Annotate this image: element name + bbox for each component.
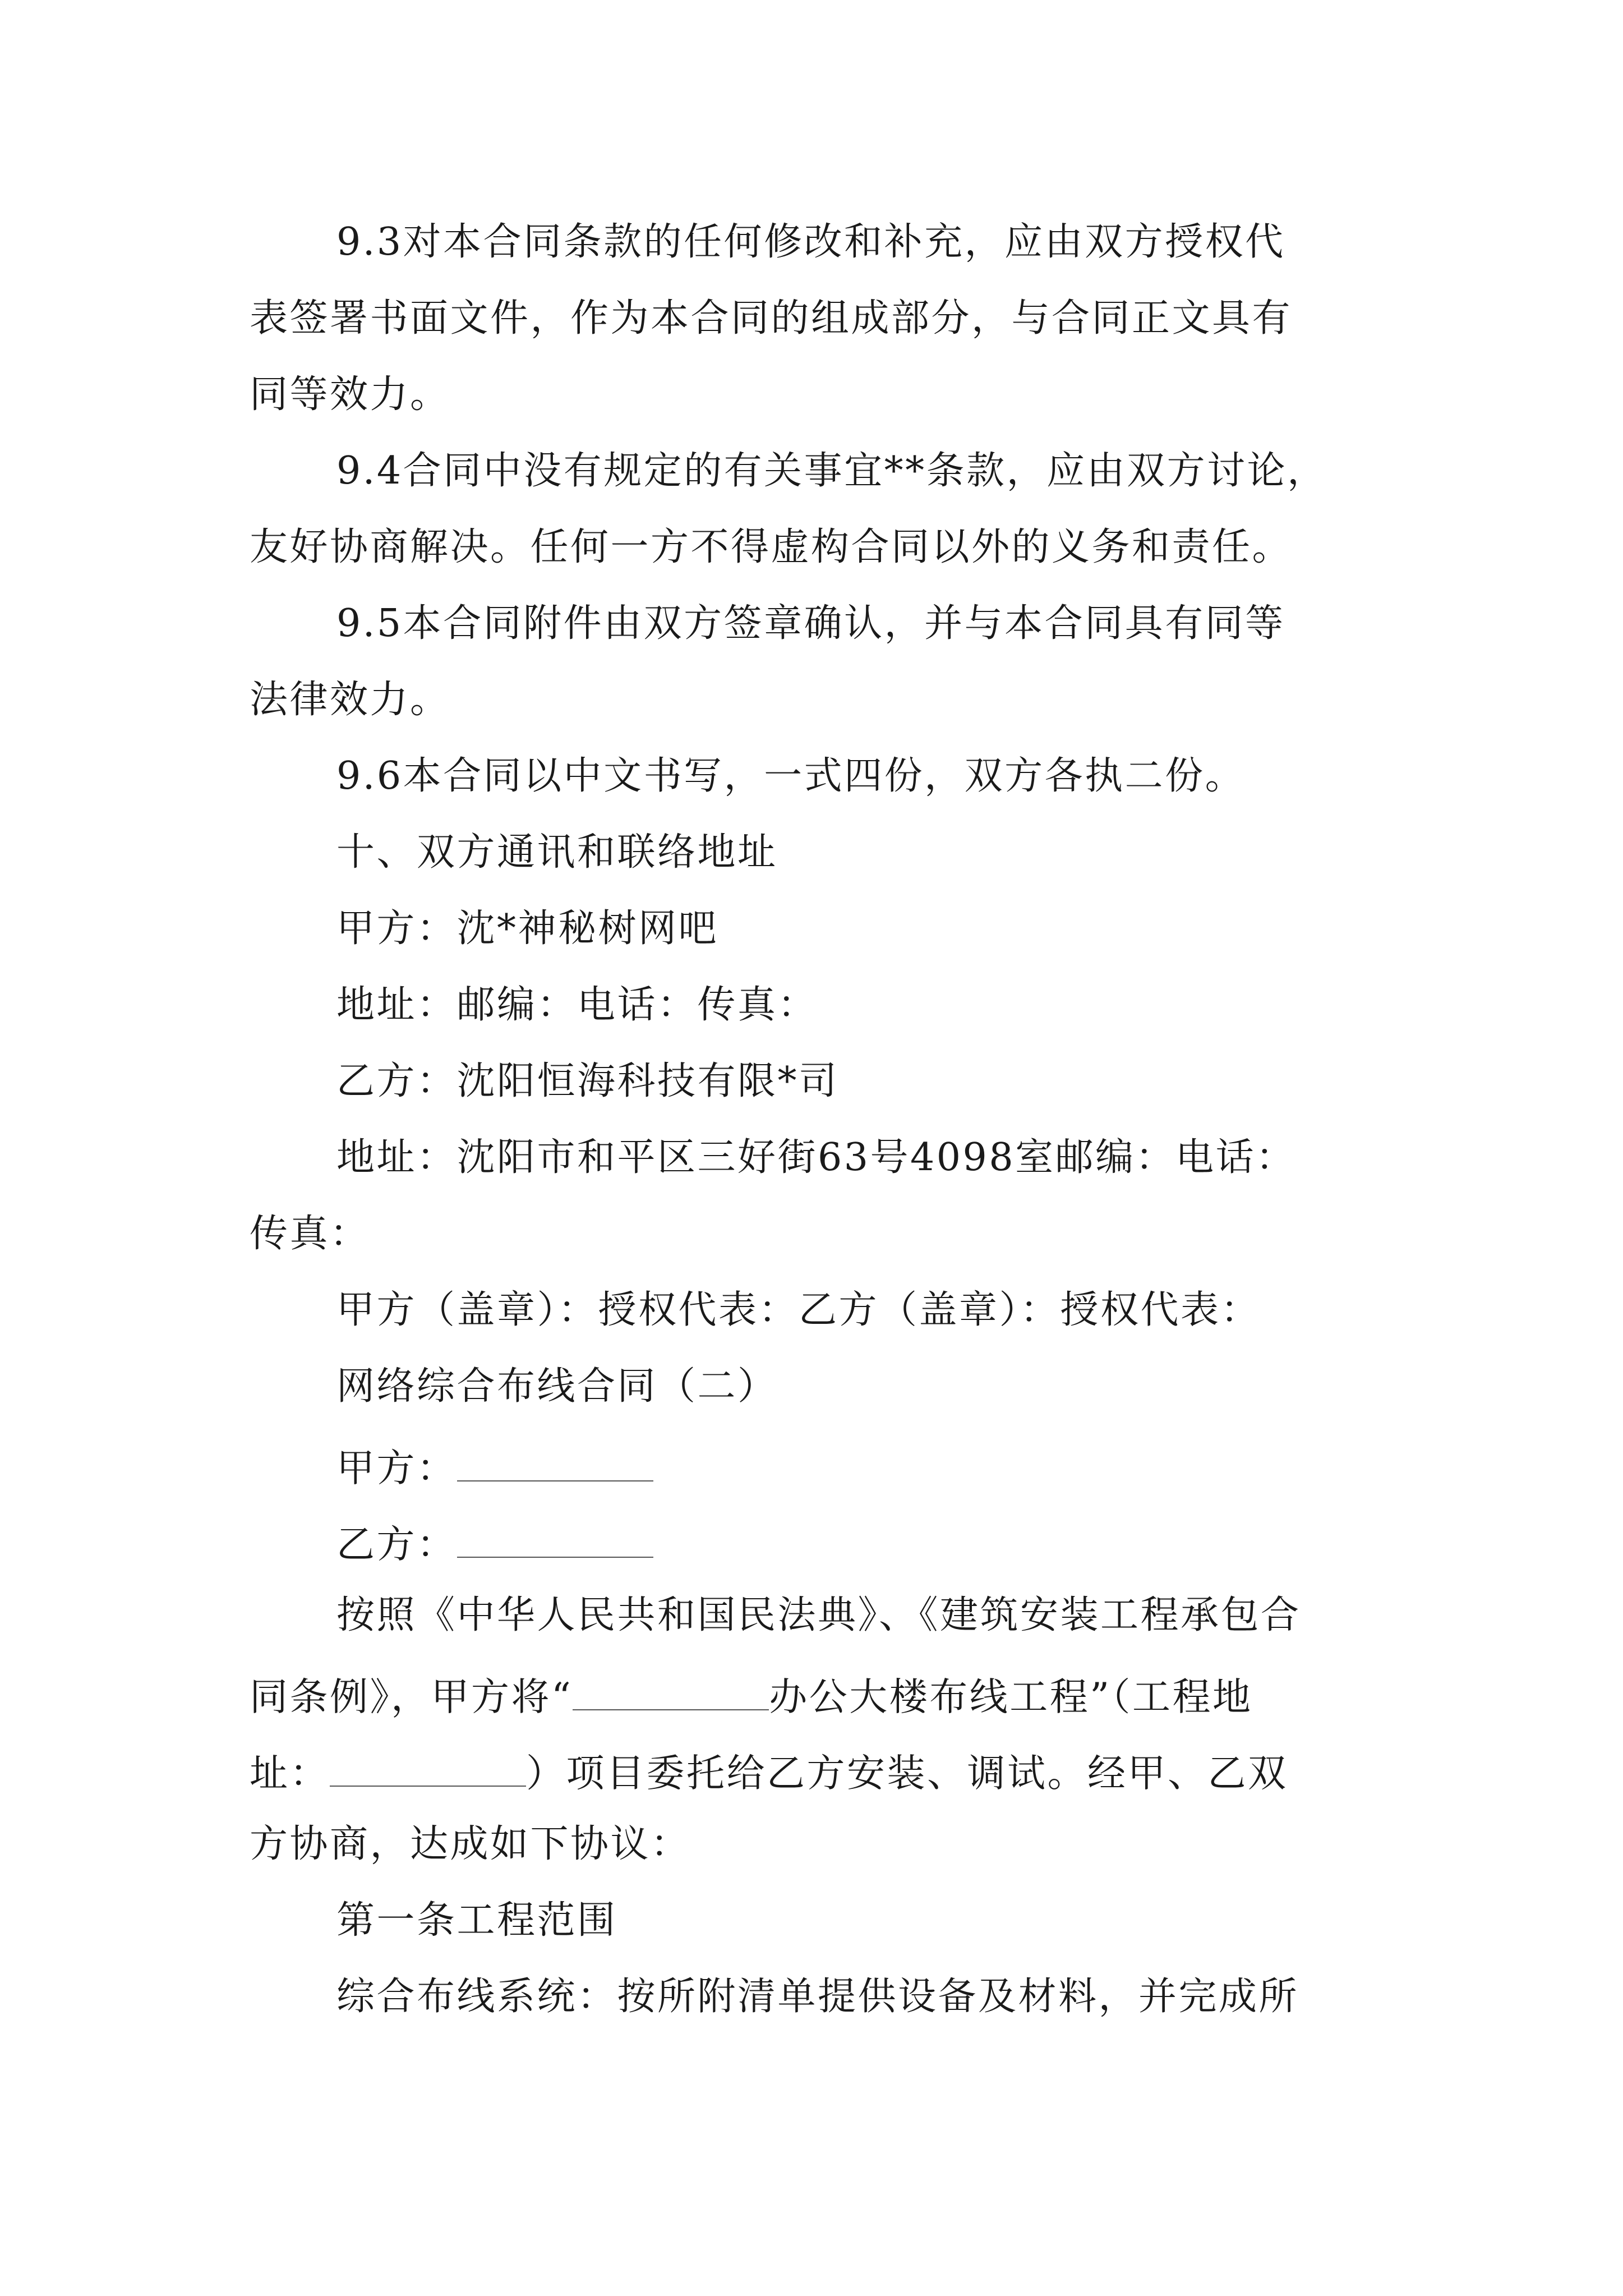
- signature-line: 甲方（盖章）：授权代表：乙方（盖章）：授权代表：: [336, 1288, 1261, 1332]
- paragraph-9-6: 9.6本合同以中文书写，一式四份，双方各执二份。: [336, 754, 1246, 798]
- paragraph-9-4-line-1: 9.4合同中没有规定的有关事宜**条款，应由双方讨论，: [336, 449, 1327, 493]
- contract-2-party-a: [336, 1444, 653, 1491]
- party-a-blank: [457, 1444, 653, 1481]
- party-a-label: 甲方：: [336, 1446, 457, 1491]
- project-name-blank: [573, 1673, 769, 1710]
- preamble-line-2-start: 同条例》，甲方将“: [250, 1675, 573, 1720]
- preamble-line-2-end: 办公大楼布线工程”（工程地: [769, 1675, 1253, 1720]
- preamble-line-3-end: ）项目委托给乙方安装、调试。经甲、乙双: [526, 1751, 1288, 1796]
- party-b-address-line-2: 传真：: [250, 1212, 370, 1256]
- paragraph-9-5-line-1: 9.5本合同附件由双方签章确认，并与本合同具有同等: [336, 601, 1285, 646]
- party-b-address-line-1: 地址：沈阳市和平区三好街63号4098室邮编：电话：: [336, 1135, 1296, 1180]
- paragraph-9-3-line-2: 表签署书面文件，作为本合同的组成部分，与合同正文具有: [250, 296, 1293, 341]
- contract-2-party-b: [336, 1520, 653, 1565]
- party-a-address: 地址：邮编：电话：传真：: [336, 983, 818, 1027]
- preamble-line-3-start: 址：: [250, 1751, 330, 1796]
- section-10-heading: 十、双方通讯和联络地址: [336, 830, 778, 875]
- article-1-heading: 第一条工程范围: [336, 1898, 617, 1943]
- paragraph-9-4-line-2: 友好协商解决。任何一方不得虚构合同以外的义务和责任。: [250, 525, 1293, 569]
- paragraph-9-3-line-1: 9.3对本合同条款的任何修改和补充，应由双方授权代: [336, 220, 1285, 264]
- preamble-line-4: 方协商，达成如下协议：: [250, 1822, 691, 1866]
- article-1-line-1: 综合布线系统：按所附清单提供设备及材料，并完成所: [336, 1975, 1299, 2019]
- project-address-blank: [330, 1749, 526, 1787]
- paragraph-9-3-line-3: 同等效力。: [250, 372, 450, 417]
- party-b-label: 乙方：: [336, 1522, 457, 1567]
- preamble-line-3: [250, 1749, 1288, 1796]
- party-b-name: 乙方：沈阳恒海科技有限*司: [336, 1059, 839, 1103]
- preamble-line-1: 按照《中华人民共和国民法典》、《建筑安装工程承包合: [336, 1593, 1301, 1637]
- party-a-name: 甲方：沈*神秘树网吧: [336, 907, 719, 951]
- party-b-blank: [457, 1520, 653, 1558]
- contract-2-title: 网络综合布线合同（二）: [336, 1364, 778, 1409]
- preamble-line-2: [250, 1673, 1253, 1720]
- paragraph-9-5-line-2: 法律效力。: [250, 678, 450, 722]
